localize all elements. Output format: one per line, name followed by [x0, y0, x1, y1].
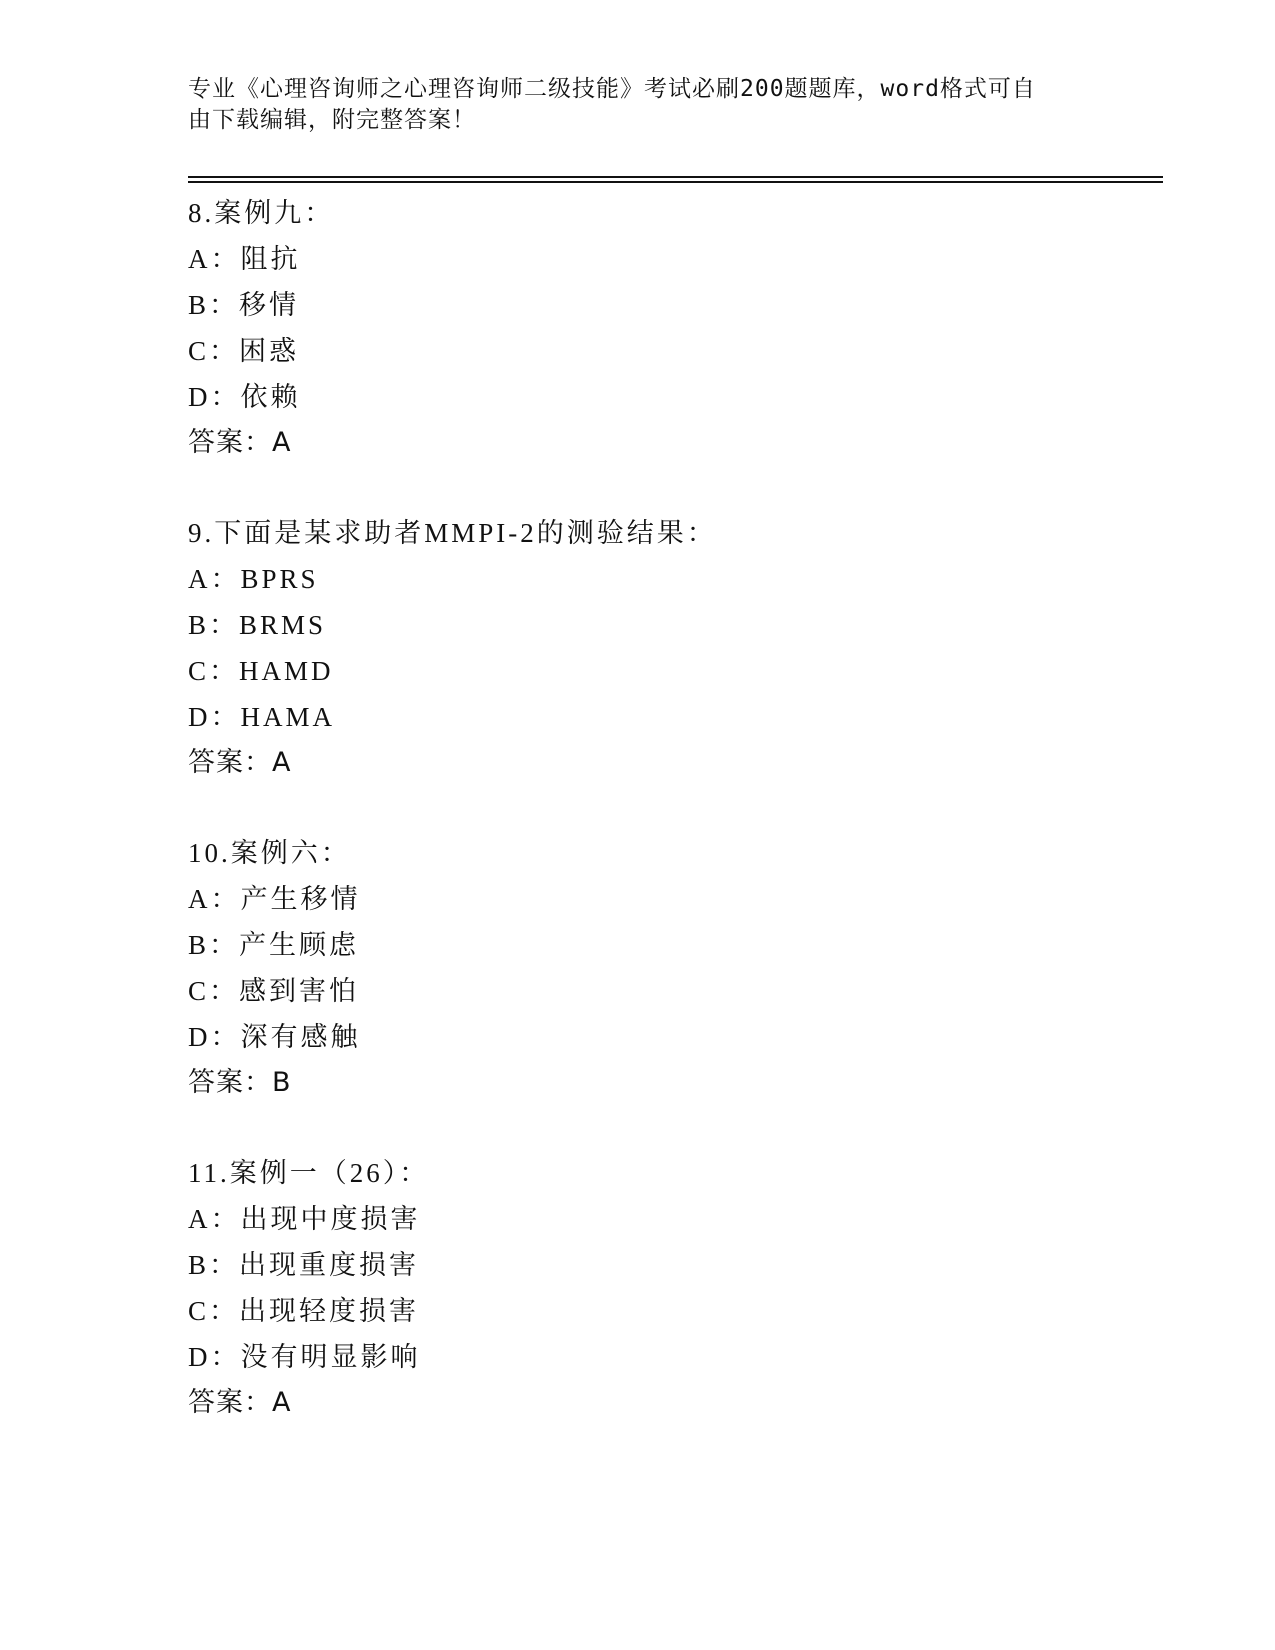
option-c: C：困惑: [188, 336, 300, 366]
header-line-2: 由下载编辑，附完整答案！: [188, 107, 476, 133]
question-list: [188, 190, 1148, 1470]
header-divider-bottom: [188, 181, 1163, 183]
option-a: A：出现中度损害: [188, 1204, 421, 1234]
answer-line: 答案：A: [188, 1387, 292, 1418]
header-line-1: 专业《心理咨询师之心理咨询师二级技能》考试必刷200题题库，word格式可自: [188, 76, 1036, 102]
option-d: D：HAMA: [188, 702, 336, 732]
question-stem: 10.案例六：: [188, 838, 351, 868]
option-c: C：出现轻度损害: [188, 1296, 420, 1326]
question-11: [188, 1150, 1148, 1426]
question-10: [188, 830, 1148, 1106]
option-b: B：移情: [188, 290, 300, 320]
option-c: C：感到害怕: [188, 976, 360, 1006]
option-a: A：BPRS: [188, 564, 319, 594]
option-b: B：出现重度损害: [188, 1250, 420, 1280]
option-a: A：产生移情: [188, 884, 361, 914]
question-stem: 11.案例一（26）：: [188, 1158, 430, 1188]
option-d: D：深有感触: [188, 1022, 361, 1052]
option-b: B：产生顾虑: [188, 930, 360, 960]
answer-line: 答案：A: [188, 747, 292, 778]
option-c: C：HAMD: [188, 656, 334, 686]
option-d: D：依赖: [188, 382, 301, 412]
document-header: [188, 74, 1088, 136]
answer-line: 答案：B: [188, 1067, 292, 1098]
question-8: [188, 190, 1148, 466]
header-divider-top: [188, 176, 1163, 178]
option-a: A：阻抗: [188, 244, 301, 274]
answer-line: 答案：A: [188, 427, 292, 458]
option-d: D：没有明显影响: [188, 1342, 421, 1372]
question-stem: 9.下面是某求助者MMPI-2的测验结果：: [188, 518, 717, 548]
question-9: [188, 510, 1148, 786]
option-b: B：BRMS: [188, 610, 327, 640]
question-stem: 8.案例九：: [188, 198, 335, 228]
